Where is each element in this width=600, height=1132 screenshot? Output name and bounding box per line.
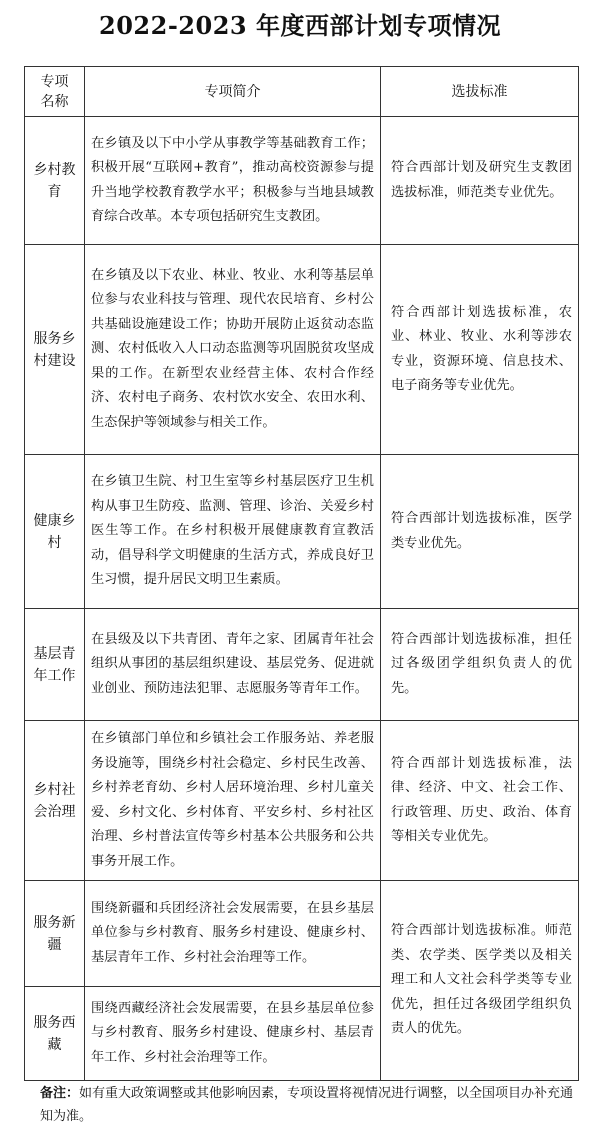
table-row (25, 117, 579, 245)
header-standard: 选拔标准 (381, 67, 579, 117)
project-name: 服务乡村建设 (25, 245, 85, 455)
project-standard: 符合西部计划及研究生支教团选拔标准，师范类专业优先。 (381, 117, 579, 245)
project-name: 服务新疆 (25, 881, 85, 987)
table-row (25, 245, 579, 455)
table-row (25, 455, 579, 609)
project-name: 乡村社会治理 (25, 721, 85, 881)
table-row (25, 609, 579, 721)
project-standard: 符合西部计划选拔标准，农业、林业、牧业、水利等涉农专业，资源环境、信息技术、电子商务等专业优先。 (381, 245, 579, 455)
project-name: 乡村教育 (25, 117, 85, 245)
project-intro: 在乡镇及以下中小学从事教学等基础教育工作；积极开展“互联网+教育”，推动高校资源参与提升当地学校教育教学水平；积极参与当地县域教育综合改革。本专项包括研究生支教团。 (85, 117, 381, 245)
footnote (40, 1082, 580, 1128)
footnote-text: 如有重大政策调整或其他影响因素，专项设置将视情况进行调整，以全国项目办补充通知为准。 (40, 1086, 574, 1124)
project-intro: 在县级及以下共青团、青年之家、团属青年社会组织从事团的基层组织建设、基层党务、促进就业创业、预防违法犯罪、志愿服务等青年工作。 (85, 609, 381, 721)
project-intro: 在乡镇及以下农业、林业、牧业、水利等基层单位参与农业科技与管理、现代农民培育、乡村公共基础设施建设工作；协助开展防止返贫动态监测、农村低收入人口动态监测等巩固脱贫攻坚成果的工作。在新型农业经营主体、农村合作经济、农村电子商务、农村饮水安全、农田水利、生态保护等领域参与相关工作。 (85, 245, 381, 455)
project-name: 服务西藏 (25, 987, 85, 1081)
project-name: 基层青年工作 (25, 609, 85, 721)
project-name: 健康乡村 (25, 455, 85, 609)
project-intro: 在乡镇部门单位和乡镇社会工作服务站、养老服务设施等，围绕乡村社会稳定、乡村民生改善、乡村养老育幼、乡村人居环境治理、乡村儿童关爱、乡村文化、乡村体育、平安乡村、乡村社区治理、乡村普法宣传等乡村基本公共服务和公共事务开展工作。 (85, 721, 381, 881)
header-name: 专项名称 (25, 67, 85, 117)
footnote-label: 备注： (40, 1086, 80, 1101)
project-intro: 围绕新疆和兵团经济社会发展需要，在县乡基层单位参与乡村教育、服务乡村建设、健康乡村、基层青年工作、乡村社会治理等工作。 (85, 881, 381, 987)
project-standard: 符合西部计划选拔标准，法律、经济、中文、社会工作、行政管理、历史、政治、体育等相关专业优先。 (381, 721, 579, 881)
project-intro: 围绕西藏经济社会发展需要，在县乡基层单位参与乡村教育、服务乡村建设、健康乡村、基层青年工作、乡村社会治理等工作。 (85, 987, 381, 1081)
table-row (25, 721, 579, 881)
page-title: 2022-2023 年度西部计划专项情况 (99, 11, 501, 40)
merged-standard: 符合西部计划选拔标准。师范类、农学类、医学类以及相关理工和人文社会科学类等专业优先，担任过各级团学组织负责人的优先。 (381, 881, 579, 1081)
header-intro: 专项简介 (85, 67, 381, 117)
project-intro: 在乡镇卫生院、村卫生室等乡村基层医疗卫生机构从事卫生防疫、监测、管理、诊治、关爱乡村医生等工作。在乡村积极开展健康教育宣教活动，倡导科学文明健康的生活方式，养成良好卫生习惯，提升居民文明卫生素质。 (85, 455, 381, 609)
project-standard: 符合西部计划选拔标准，医学类专业优先。 (381, 455, 579, 609)
project-standard: 符合西部计划选拔标准，担任过各级团学组织负责人的优先。 (381, 609, 579, 721)
header-row (25, 67, 579, 117)
special-projects-table (24, 66, 579, 1081)
table-row (25, 881, 579, 987)
